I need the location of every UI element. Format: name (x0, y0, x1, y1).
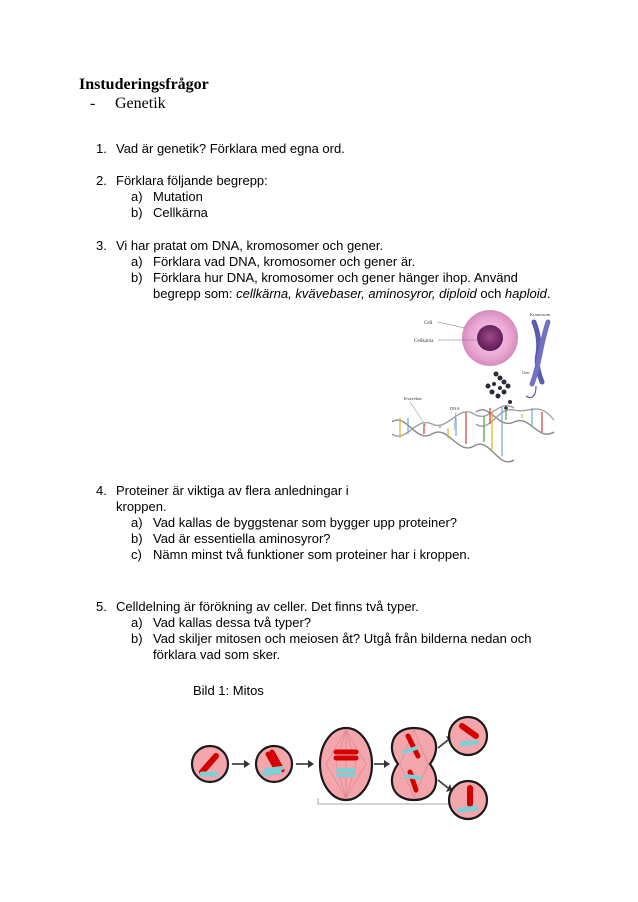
question-number: 4. (96, 483, 107, 498)
sub-letter: b) (131, 631, 143, 646)
daughter-cell-bottom (449, 781, 487, 819)
mitosis-figure (186, 712, 492, 830)
figure-caption: Bild 1: Mitos (193, 683, 264, 698)
base-pair-rungs (400, 406, 542, 456)
sub-letter: c) (131, 547, 142, 562)
page-subtitle (90, 95, 166, 113)
sub-text: Förklara hur DNA, kromosomer och gener hänger ihop. Använd (153, 270, 518, 285)
dna-chromosome-figure (386, 304, 566, 482)
subquestion-3b-continued (153, 284, 550, 303)
daughter-cell-top (449, 717, 487, 755)
sub-text: Förklara vad DNA, kromosomer och gener är. (153, 254, 416, 269)
label-dna: DNA (450, 406, 460, 411)
sub-letter: b) (131, 270, 143, 285)
question-text: Vi har pratat om DNA, kromosomer och gener. (116, 238, 384, 253)
question-number: 5. (96, 599, 107, 614)
arrowhead-1 (244, 760, 250, 768)
arrow-4 (438, 740, 448, 748)
sub-text: Mutation (153, 189, 203, 204)
and-word: och (476, 286, 505, 301)
sub-letter: a) (131, 189, 143, 204)
subtitle-dash: - (90, 95, 96, 112)
sub-text: Nämn minst två funktioner som proteiner har i kroppen. (153, 547, 471, 562)
sub-text: Vad kallas de byggstenar som bygger upp proteiner? (153, 515, 458, 530)
question-1 (96, 139, 345, 158)
subtitle-text: Genetik (115, 95, 166, 112)
term-last: haploid (504, 286, 547, 301)
arrowhead-2 (308, 760, 314, 768)
nucleus-shape (477, 325, 503, 351)
mitosis-cell-4 (392, 728, 436, 800)
label-gen: Gen (522, 370, 530, 375)
mitosis-cell-3 (320, 728, 372, 800)
sub-text: Vad kallas dessa två typer? (153, 615, 312, 630)
label-cell: Cell (424, 321, 433, 326)
sub-letter: b) (131, 531, 143, 546)
mitosis-cell-1 (192, 746, 228, 782)
question-number: 1. (96, 141, 107, 156)
question-text: Förklara följande begrepp: (116, 173, 268, 188)
sub-letter: a) (131, 515, 143, 530)
subquestion-5b-continued: förklara vad som sker. (153, 647, 281, 662)
sub-letter: b) (131, 205, 143, 220)
arrow-5 (438, 780, 448, 788)
page-title: Instuderingsfrågor (79, 76, 209, 93)
sub-text: Cellkärna (153, 205, 208, 220)
cont-prefix: begrepp som: (153, 286, 237, 301)
question-number: 2. (96, 173, 107, 188)
label-kvavebas: Kvävebas (404, 396, 422, 401)
label-cellkarna: Cellkärna (414, 339, 434, 344)
question-4-continued: kroppen. (116, 499, 167, 514)
question-text: Vad är genetik? Förklara med egna ord. (116, 141, 345, 156)
subquestion-4c (131, 545, 470, 564)
arrowhead-3 (384, 760, 390, 768)
mitosis-cell-2 (256, 746, 292, 782)
question-number: 3. (96, 238, 107, 253)
coiled-dna-shape (486, 372, 513, 410)
sentence-end: . (546, 286, 551, 301)
dna-helix-shape (392, 406, 554, 462)
sub-text: Vad skiljer mitosen och meiosen åt? Utgå från bilderna nedan och (153, 631, 532, 646)
question-text: Celldelning är förökning av celler. Det finns två typer. (116, 599, 419, 614)
subquestion-2b (131, 203, 208, 222)
term-list: cellkärna, kvävebaser, aminosyror, diploid (236, 286, 477, 301)
label-kromosom: Kromosom (530, 312, 551, 317)
sub-letter: a) (131, 615, 143, 630)
question-text: Proteiner är viktiga av flera anledningar i (116, 483, 349, 498)
sub-text: Vad är essentiella aminosyror? (153, 531, 331, 546)
sub-letter: a) (131, 254, 143, 269)
chromosome-shape (532, 322, 548, 384)
